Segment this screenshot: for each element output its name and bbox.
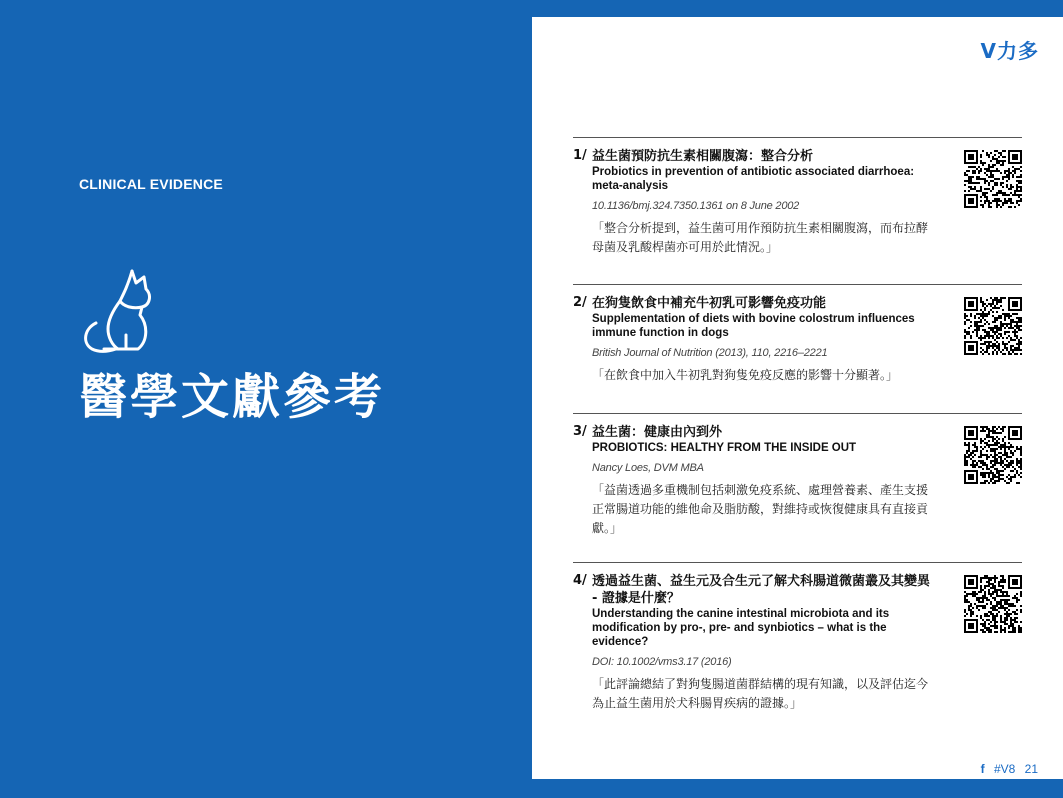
brand-logo: V力多 xyxy=(980,39,1039,63)
reference-source: 10.1136/bmj.324.7350.1361 on 8 June 2002 xyxy=(592,200,800,212)
reference-item xyxy=(573,137,1022,284)
reference-item xyxy=(573,562,1022,733)
reference-number: 1/ xyxy=(573,148,587,163)
facebook-icon[interactable]: f xyxy=(980,762,985,776)
reference-title-zh: 益生菌預防抗生素相關腹瀉：整合分析 xyxy=(592,149,814,164)
qr-code-icon[interactable] xyxy=(964,426,1022,484)
reference-number: 4/ xyxy=(573,573,587,588)
reference-source: British Journal of Nutrition (2013), 110, 2216–2221 xyxy=(592,347,828,359)
reference-source: Nancy Loes, DVM MBA xyxy=(592,462,704,474)
reference-title-en: Probiotics in prevention of antibiotic associated diarrhoea: meta-analysis xyxy=(592,166,915,192)
reference-title-en: Supplementation of diets with bovine colostrum influences immune function in dogs xyxy=(592,313,915,339)
reference-number: 2/ xyxy=(573,295,587,310)
reference-title-zh: 透過益生菌、益生元及合生元了解犬科腸道微菌叢及其變異 - 證據是什麼？ xyxy=(592,574,931,606)
reference-quote: 「在飲食中加入牛初乳對狗隻免疫反應的影響十分顯著。」 xyxy=(592,368,899,382)
references-page xyxy=(532,17,1063,779)
reference-quote: 「益菌透過多重機制包括刺激免疫系統、處理營養素、產生支援正常腸道功能的維他命及脂肪酸，對維持或恢復健康具有直接貢獻。」 xyxy=(592,483,929,535)
reference-item xyxy=(573,413,1022,562)
hashtag: #V8 xyxy=(993,762,1016,776)
reference-title-zh: 益生菌：健康由內到外 xyxy=(592,425,723,440)
reference-quote: 「此評論總結了對狗隻腸道菌群結構的現有知識，以及評估迄今為止益生菌用於犬科腸胃疾病的證據。」 xyxy=(592,677,929,710)
page-title: 醫學文獻參考 xyxy=(79,369,386,425)
reference-quote: 「整合分析提到，益生菌可用作預防抗生素相關腹瀉，而布拉酵母菌及乳酸桿菌亦可用於此情況。」 xyxy=(592,221,929,254)
reference-title-en: Understanding the canine intestinal microbiota and its modification by pro-, pre- and synbiotics – what is the evidence? xyxy=(592,608,890,648)
page-number: 21 xyxy=(1024,762,1038,776)
section-label: CLINICAL EVIDENCE xyxy=(79,176,223,192)
page-footer xyxy=(975,762,1038,776)
qr-code-icon[interactable] xyxy=(964,575,1022,633)
qr-code-icon[interactable] xyxy=(964,297,1022,355)
reference-number: 3/ xyxy=(573,424,587,439)
reference-title-en: PROBIOTICS: HEALTHY FROM THE INSIDE OUT xyxy=(592,442,857,454)
qr-code-icon[interactable] xyxy=(964,150,1022,208)
reference-item xyxy=(573,284,1022,413)
reference-title-zh: 在狗隻飲食中補充牛初乳可影響免疫功能 xyxy=(592,296,827,311)
cat-icon xyxy=(74,265,166,357)
left-panel xyxy=(0,0,531,798)
reference-source: DOI: 10.1002/vms3.17 (2016) xyxy=(592,656,732,668)
